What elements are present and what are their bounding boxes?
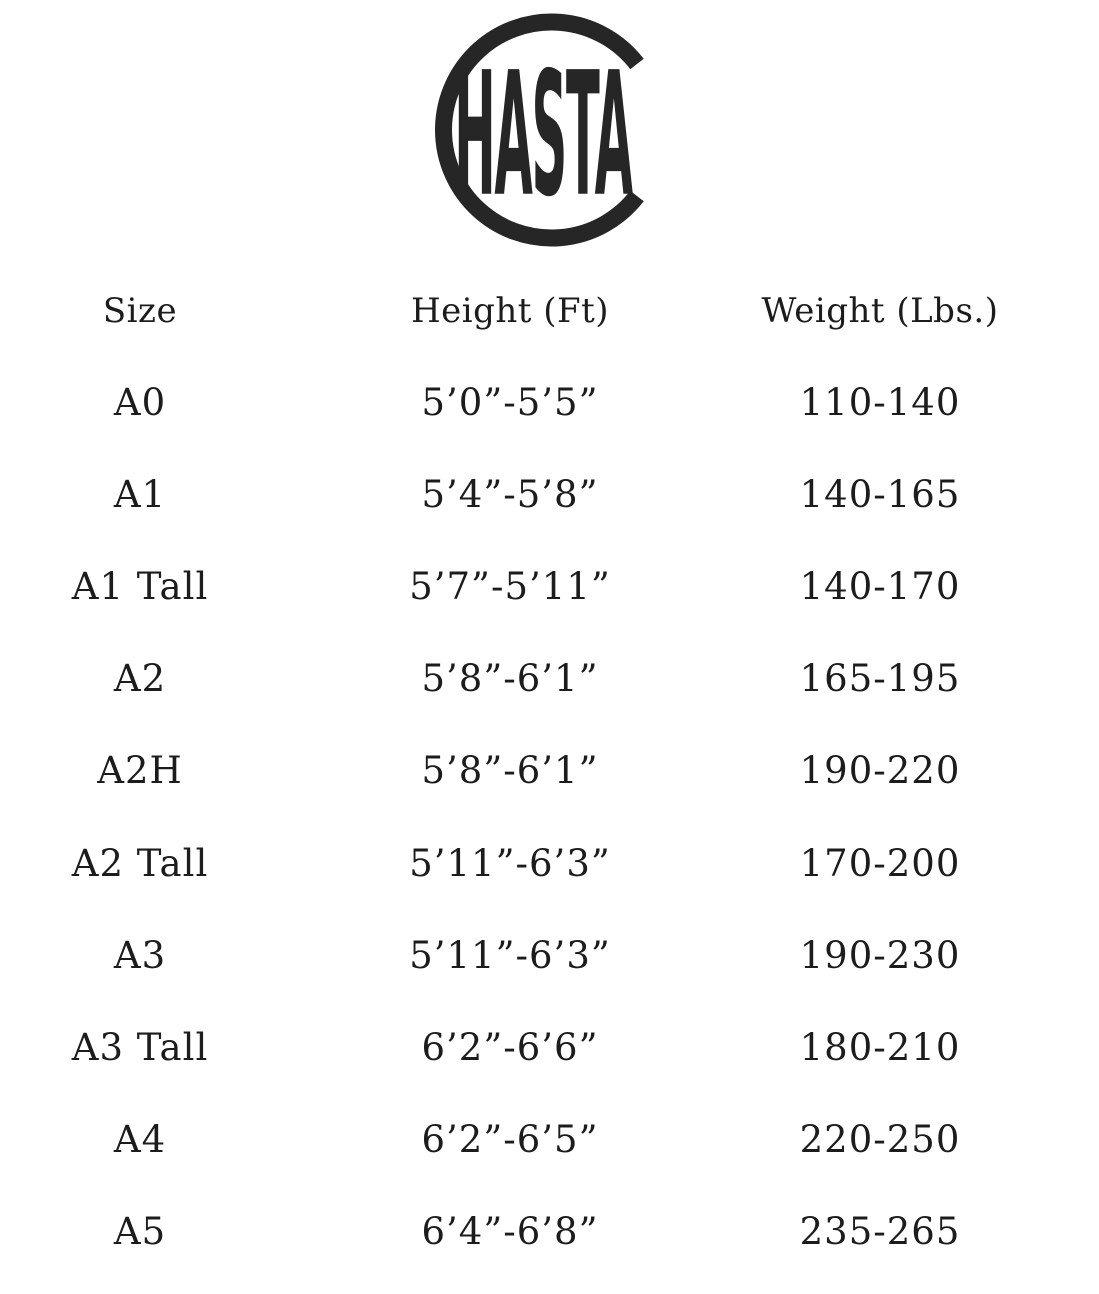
height-cell: 6’4”-6’8” [421,1210,599,1253]
weight-cell: 165-195 [799,657,961,700]
size-cell: A2 Tall [71,842,209,885]
height-cell: 5’11”-6’3” [409,934,611,977]
height-cell: 5’4”-5’8” [421,473,599,516]
size-cell: A2 [113,657,167,700]
table-row [0,649,1099,709]
weight-cell: 180-210 [799,1026,961,1069]
size-cell: A5 [113,1210,167,1253]
height-cell: 5’8”-6’1” [421,749,599,792]
height-cell: 6’2”-6’6” [421,1026,599,1069]
height-cell: 6’2”-6’5” [421,1118,599,1161]
size-cell: A2H [97,749,183,792]
size-cell: A1 [113,473,167,516]
header-height: Height (Ft) [410,291,610,331]
weight-cell: 110-140 [799,381,961,424]
size-cell: A0 [113,381,167,424]
size-cell: A1 Tall [71,565,209,608]
size-cell: A4 [113,1118,167,1161]
table-header [0,281,1099,341]
header-size: Size [102,291,178,331]
size-cell: A3 [113,934,167,977]
chasta-logo-svg [425,12,661,248]
table-row [0,834,1099,894]
table-row [0,741,1099,801]
weight-cell: 140-170 [799,565,961,608]
header-weight: Weight (Lbs.) [761,291,999,331]
weight-cell: 235-265 [799,1210,961,1253]
table-row [0,1202,1099,1262]
size-cell: A3 Tall [71,1026,209,1069]
table-row [0,1018,1099,1078]
table-row [0,1110,1099,1170]
table-row [0,926,1099,986]
height-cell: 5’7”-5’11” [409,565,611,608]
weight-cell: 220-250 [799,1118,961,1161]
table-row [0,557,1099,617]
height-cell: 5’0”-5’5” [421,381,599,424]
weight-cell: 170-200 [799,842,961,885]
table-row [0,465,1099,525]
logo-lettering: HASTA [454,34,632,235]
chasta-logo-icon [425,12,661,248]
table-row [0,373,1099,433]
weight-cell: 190-220 [799,749,961,792]
weight-cell: 190-230 [799,934,961,977]
weight-cell: 140-165 [799,473,961,516]
height-cell: 5’8”-6’1” [421,657,599,700]
height-cell: 5’11”-6’3” [409,842,611,885]
